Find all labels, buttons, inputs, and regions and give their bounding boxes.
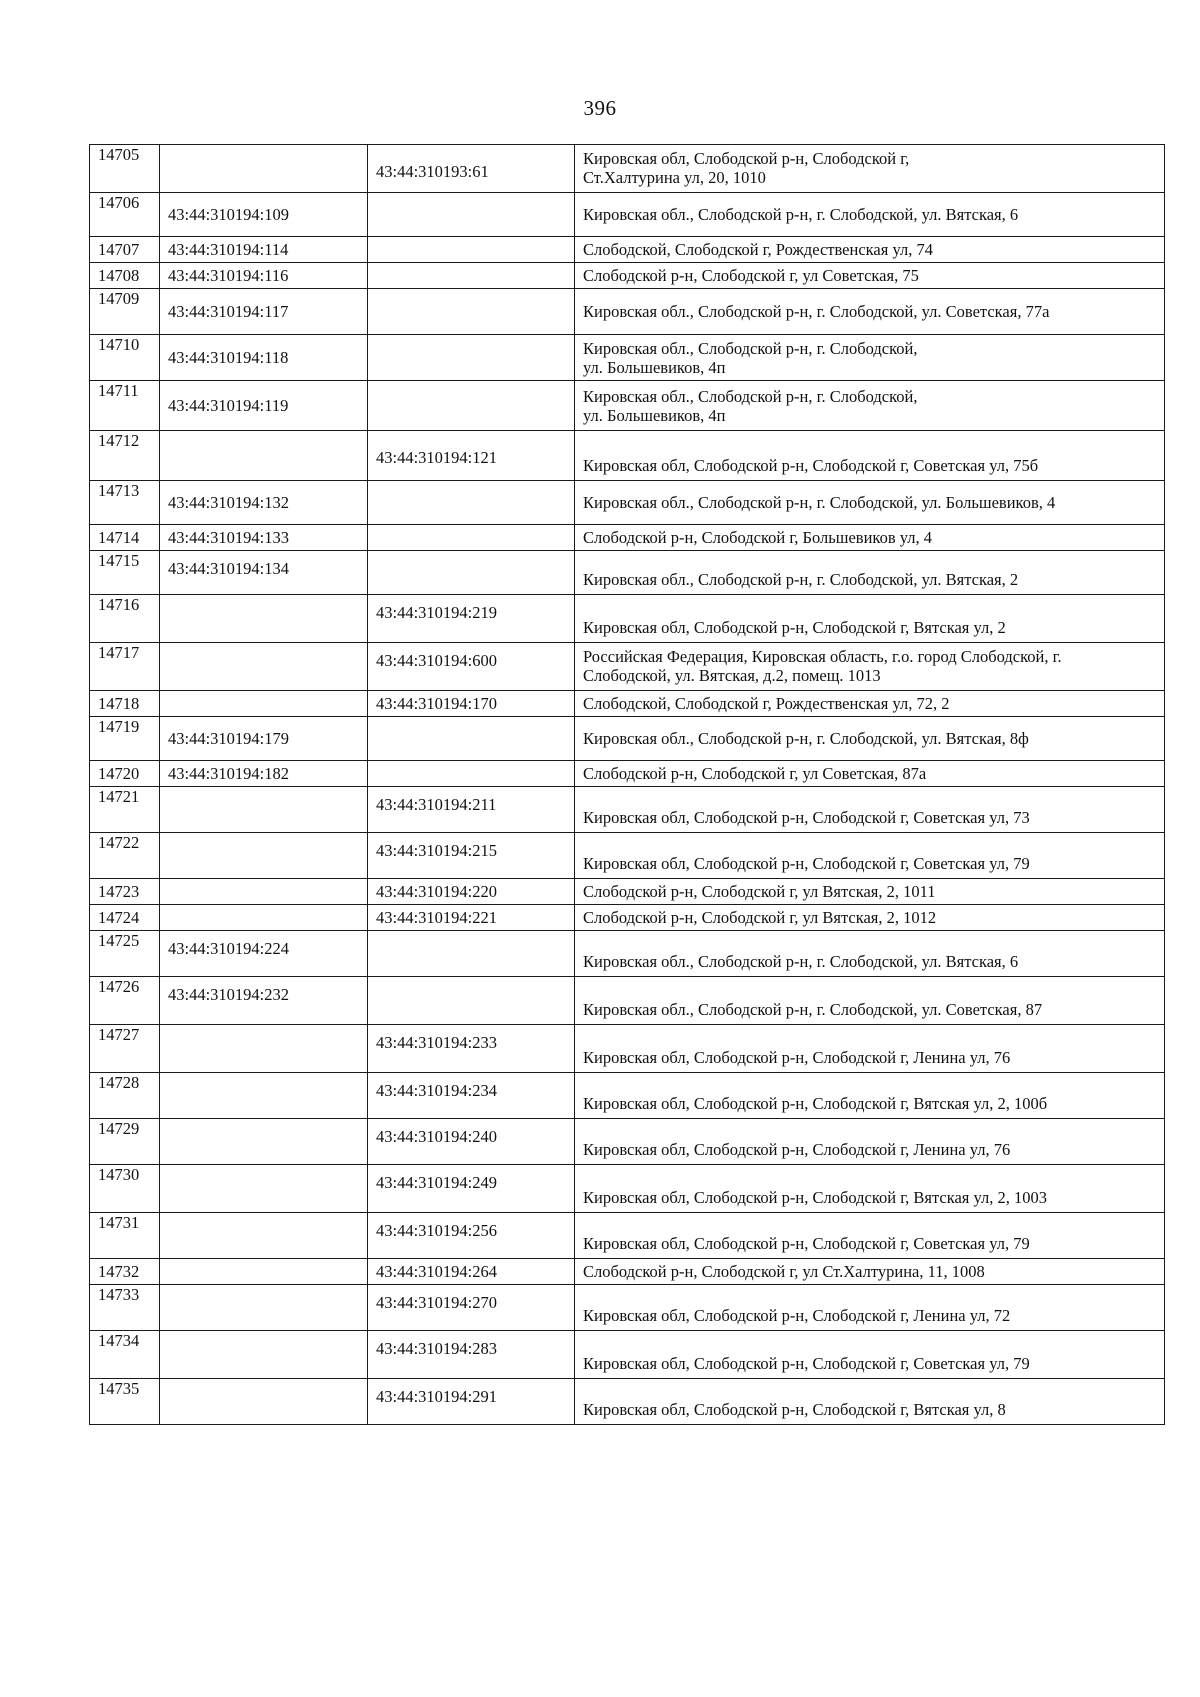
address-cell	[575, 145, 1165, 193]
address-cell	[575, 595, 1165, 643]
address-cell	[575, 289, 1165, 335]
row-number-cell: 14708	[90, 263, 160, 289]
premises-cadastral-number-cell: 43:44:310194:211	[368, 787, 575, 833]
cadastral-number-cell	[160, 833, 368, 879]
row-number-cell: 14725	[90, 931, 160, 977]
address-line: Слободской р-н, Слободской г, ул Советская, 87а	[583, 764, 927, 783]
table-row	[90, 787, 1165, 833]
cadastral-number-cell	[160, 1025, 368, 1073]
table-row	[90, 237, 1165, 263]
page-number: 396	[583, 96, 617, 120]
premises-cadastral-number-cell: 43:44:310194:291	[368, 1379, 575, 1425]
premises-cadastral-number-cell	[368, 551, 575, 595]
row-number-cell: 14710	[90, 335, 160, 381]
address-line: ул. Большевиков, 4п	[583, 357, 726, 377]
cadastral-number-cell	[160, 145, 368, 193]
row-number-cell: 14705	[90, 145, 160, 193]
premises-cadastral-number-cell: 43:44:310194:220	[368, 879, 575, 905]
registry-table	[89, 144, 1165, 1425]
address-line: Кировская обл, Слободской р-н, Слободской г, Советская ул, 79	[583, 1354, 1030, 1373]
address-cell	[575, 977, 1165, 1025]
table-row	[90, 1379, 1165, 1425]
address-line: Кировская обл, Слободской р-н, Слободской г, Советская ул, 75б	[583, 456, 1039, 475]
table-row	[90, 525, 1165, 551]
address-cell	[575, 691, 1165, 717]
address-line: ул. Большевиков, 4п	[583, 405, 726, 425]
row-number-cell: 14732	[90, 1259, 160, 1285]
cadastral-number-cell: 43:44:310194:119	[160, 381, 368, 431]
row-number-cell: 14730	[90, 1165, 160, 1213]
row-number-cell: 14706	[90, 193, 160, 237]
address-cell	[575, 1285, 1165, 1331]
address-cell	[575, 643, 1165, 691]
address-line: Ст.Халтурина ул, 20, 1010	[583, 168, 766, 187]
premises-cadastral-number-cell: 43:44:310194:234	[368, 1073, 575, 1119]
address-line: Кировская обл, Слободской р-н, Слободской г, Советская ул, 73	[583, 808, 1030, 827]
address-cell	[575, 905, 1165, 931]
cadastral-number-cell	[160, 1331, 368, 1379]
table-row	[90, 145, 1165, 193]
row-number-cell: 14715	[90, 551, 160, 595]
address-line: Российская Федерация, Кировская область, г.о. город Слободской, г.	[583, 647, 1062, 666]
table-row	[90, 931, 1165, 977]
address-cell	[575, 931, 1165, 977]
cadastral-number-cell	[160, 905, 368, 931]
premises-cadastral-number-cell: 43:44:310194:221	[368, 905, 575, 931]
table-row	[90, 1213, 1165, 1259]
cadastral-number-cell	[160, 1073, 368, 1119]
premises-cadastral-number-cell: 43:44:310194:249	[368, 1165, 575, 1213]
row-number-cell: 14734	[90, 1331, 160, 1379]
cadastral-number-cell	[160, 879, 368, 905]
table-row	[90, 1025, 1165, 1073]
table-row	[90, 1119, 1165, 1165]
address-line: Кировская обл, Слободской р-н, Слободской г,	[583, 149, 910, 168]
premises-cadastral-number-cell	[368, 335, 575, 381]
table-row	[90, 1331, 1165, 1379]
table-row	[90, 717, 1165, 761]
address-cell	[575, 787, 1165, 833]
cadastral-number-cell: 43:44:310194:132	[160, 481, 368, 525]
row-number-cell: 14727	[90, 1025, 160, 1073]
premises-cadastral-number-cell: 43:44:310194:256	[368, 1213, 575, 1259]
address-cell	[575, 761, 1165, 787]
row-number-cell: 14711	[90, 381, 160, 431]
cadastral-number-cell	[160, 1213, 368, 1259]
address-cell	[575, 263, 1165, 289]
premises-cadastral-number-cell: 43:44:310194:219	[368, 595, 575, 643]
table-row	[90, 691, 1165, 717]
row-number-cell: 14723	[90, 879, 160, 905]
premises-cadastral-number-cell	[368, 717, 575, 761]
premises-cadastral-number-cell	[368, 931, 575, 977]
row-number-cell: 14716	[90, 595, 160, 643]
cadastral-number-cell	[160, 1165, 368, 1213]
row-number-cell: 14712	[90, 431, 160, 481]
cadastral-number-cell: 43:44:310194:114	[160, 237, 368, 263]
premises-cadastral-number-cell	[368, 381, 575, 431]
row-number-cell: 14717	[90, 643, 160, 691]
address-line: Кировская обл., Слободской р-н, г. Слободской, ул. Вятская, 6	[583, 205, 1019, 224]
row-number-cell: 14719	[90, 717, 160, 761]
address-cell	[575, 1379, 1165, 1425]
address-cell	[575, 879, 1165, 905]
premises-cadastral-number-cell	[368, 481, 575, 525]
address-line: Кировская обл., Слободской р-н, г. Слободской, ул. Большевиков, 4	[583, 493, 1056, 512]
premises-cadastral-number-cell: 43:44:310194:270	[368, 1285, 575, 1331]
cadastral-number-cell: 43:44:310194:232	[160, 977, 368, 1025]
row-number-cell: 14722	[90, 833, 160, 879]
table-row	[90, 1259, 1165, 1285]
table-row	[90, 381, 1165, 431]
table-row	[90, 1285, 1165, 1331]
cadastral-number-cell	[160, 1119, 368, 1165]
address-line: Слободской р-н, Слободской г, ул Советская, 75	[583, 266, 919, 285]
address-line: Слободской р-н, Слободской г, ул Ст.Халтурина, 11, 1008	[583, 1262, 985, 1281]
address-line: Кировская обл, Слободской р-н, Слободской г, Ленина ул, 76	[583, 1048, 1011, 1067]
address-cell	[575, 1259, 1165, 1285]
address-line: Кировская обл, Слободской р-н, Слободской г, Советская ул, 79	[583, 1234, 1030, 1253]
address-cell	[575, 1165, 1165, 1213]
address-cell	[575, 431, 1165, 481]
address-line: Кировская обл, Слободской р-н, Слободской г, Вятская ул, 8	[583, 1400, 1006, 1419]
table-row	[90, 431, 1165, 481]
row-number-cell: 14731	[90, 1213, 160, 1259]
address-line: Кировская обл., Слободской р-н, г. Слободской,	[583, 386, 918, 406]
address-line: Кировская обл., Слободской р-н, г. Слободской, ул. Вятская, 2	[583, 570, 1019, 589]
table-row	[90, 193, 1165, 237]
row-number-cell: 14729	[90, 1119, 160, 1165]
address-line: Кировская обл, Слободской р-н, Слободской г, Вятская ул, 2	[583, 618, 1006, 637]
table-row	[90, 643, 1165, 691]
cadastral-number-cell: 43:44:310194:118	[160, 335, 368, 381]
row-number-cell: 14733	[90, 1285, 160, 1331]
premises-cadastral-number-cell: 43:44:310194:215	[368, 833, 575, 879]
address-cell	[575, 551, 1165, 595]
address-line: Кировская обл, Слободской р-н, Слободской г, Вятская ул, 2, 100б	[583, 1094, 1048, 1113]
premises-cadastral-number-cell	[368, 977, 575, 1025]
premises-cadastral-number-cell	[368, 289, 575, 335]
premises-cadastral-number-cell	[368, 193, 575, 237]
table-row	[90, 263, 1165, 289]
address-cell	[575, 381, 1165, 431]
premises-cadastral-number-cell: 43:44:310194:170	[368, 691, 575, 717]
cadastral-number-cell: 43:44:310194:133	[160, 525, 368, 551]
address-line: Кировская обл., Слободской р-н, г. Слободской, ул. Вятская, 8ф	[583, 729, 1029, 748]
table-row	[90, 761, 1165, 787]
row-number-cell: 14721	[90, 787, 160, 833]
address-line: Слободской, Слободской г, Рождественская ул, 72, 2	[583, 694, 950, 713]
address-cell	[575, 237, 1165, 263]
table-row	[90, 1165, 1165, 1213]
address-line: Кировская обл., Слободской р-н, г. Слободской, ул. Советская, 77а	[583, 302, 1050, 321]
row-number-cell: 14720	[90, 761, 160, 787]
address-cell	[575, 717, 1165, 761]
address-cell	[575, 1119, 1165, 1165]
address-line: Слободской, ул. Вятская, д.2, помещ. 1013	[583, 666, 881, 685]
premises-cadastral-number-cell: 43:44:310193:61	[368, 145, 575, 193]
cadastral-number-cell	[160, 1379, 368, 1425]
table-row	[90, 335, 1165, 381]
cadastral-number-cell	[160, 691, 368, 717]
address-cell	[575, 1025, 1165, 1073]
registry-table-body	[90, 145, 1165, 1425]
table-row	[90, 1073, 1165, 1119]
table-row	[90, 551, 1165, 595]
row-number-cell: 14718	[90, 691, 160, 717]
address-line: Слободской, Слободской г, Рождественская ул, 74	[583, 240, 933, 259]
address-line: Слободской р-н, Слободской г, ул Вятская, 2, 1011	[583, 882, 936, 901]
cadastral-number-cell: 43:44:310194:179	[160, 717, 368, 761]
address-cell	[575, 833, 1165, 879]
row-number-cell: 14707	[90, 237, 160, 263]
cadastral-number-cell: 43:44:310194:224	[160, 931, 368, 977]
address-line: Кировская обл., Слободской р-н, г. Слободской,	[583, 338, 918, 358]
cadastral-number-cell: 43:44:310194:109	[160, 193, 368, 237]
table-row	[90, 481, 1165, 525]
table-row	[90, 977, 1165, 1025]
address-line: Кировская обл., Слободской р-н, г. Слободской, ул. Вятская, 6	[583, 952, 1019, 971]
cadastral-number-cell: 43:44:310194:116	[160, 263, 368, 289]
address-cell	[575, 1331, 1165, 1379]
address-line: Кировская обл, Слободской р-н, Слободской г, Вятская ул, 2, 1003	[583, 1188, 1048, 1207]
table-row	[90, 905, 1165, 931]
row-number-cell: 14709	[90, 289, 160, 335]
row-number-cell: 14726	[90, 977, 160, 1025]
premises-cadastral-number-cell	[368, 237, 575, 263]
cadastral-number-cell	[160, 787, 368, 833]
address-line: Кировская обл, Слободской р-н, Слободской г, Ленина ул, 76	[583, 1140, 1011, 1159]
address-cell	[575, 1073, 1165, 1119]
table-row	[90, 595, 1165, 643]
address-line: Слободской р-н, Слободской г, ул Вятская, 2, 1012	[583, 908, 937, 927]
cadastral-number-cell	[160, 431, 368, 481]
row-number-cell: 14713	[90, 481, 160, 525]
address-cell	[575, 193, 1165, 237]
premises-cadastral-number-cell	[368, 525, 575, 551]
cadastral-number-cell	[160, 595, 368, 643]
address-line: Кировская обл, Слободской р-н, Слободской г, Ленина ул, 72	[583, 1306, 1011, 1325]
premises-cadastral-number-cell: 43:44:310194:121	[368, 431, 575, 481]
row-number-cell: 14724	[90, 905, 160, 931]
table-row	[90, 879, 1165, 905]
address-cell	[575, 335, 1165, 381]
cadastral-number-cell	[160, 643, 368, 691]
premises-cadastral-number-cell: 43:44:310194:233	[368, 1025, 575, 1073]
address-cell	[575, 525, 1165, 551]
row-number-cell: 14728	[90, 1073, 160, 1119]
premises-cadastral-number-cell: 43:44:310194:240	[368, 1119, 575, 1165]
address-cell	[575, 1213, 1165, 1259]
cadastral-number-cell	[160, 1285, 368, 1331]
address-line: Слободской р-н, Слободской г, Большевиков ул, 4	[583, 528, 933, 547]
table-row	[90, 833, 1165, 879]
premises-cadastral-number-cell	[368, 263, 575, 289]
cadastral-number-cell: 43:44:310194:117	[160, 289, 368, 335]
address-cell	[575, 481, 1165, 525]
cadastral-number-cell: 43:44:310194:182	[160, 761, 368, 787]
address-line: Кировская обл, Слободской р-н, Слободской г, Советская ул, 79	[583, 854, 1030, 873]
row-number-cell: 14735	[90, 1379, 160, 1425]
cadastral-number-cell: 43:44:310194:134	[160, 551, 368, 595]
cadastral-number-cell	[160, 1259, 368, 1285]
premises-cadastral-number-cell: 43:44:310194:283	[368, 1331, 575, 1379]
row-number-cell: 14714	[90, 525, 160, 551]
premises-cadastral-number-cell: 43:44:310194:264	[368, 1259, 575, 1285]
premises-cadastral-number-cell: 43:44:310194:600	[368, 643, 575, 691]
premises-cadastral-number-cell	[368, 761, 575, 787]
table-row	[90, 289, 1165, 335]
address-line: Кировская обл., Слободской р-н, г. Слободской, ул. Советская, 87	[583, 1000, 1043, 1019]
